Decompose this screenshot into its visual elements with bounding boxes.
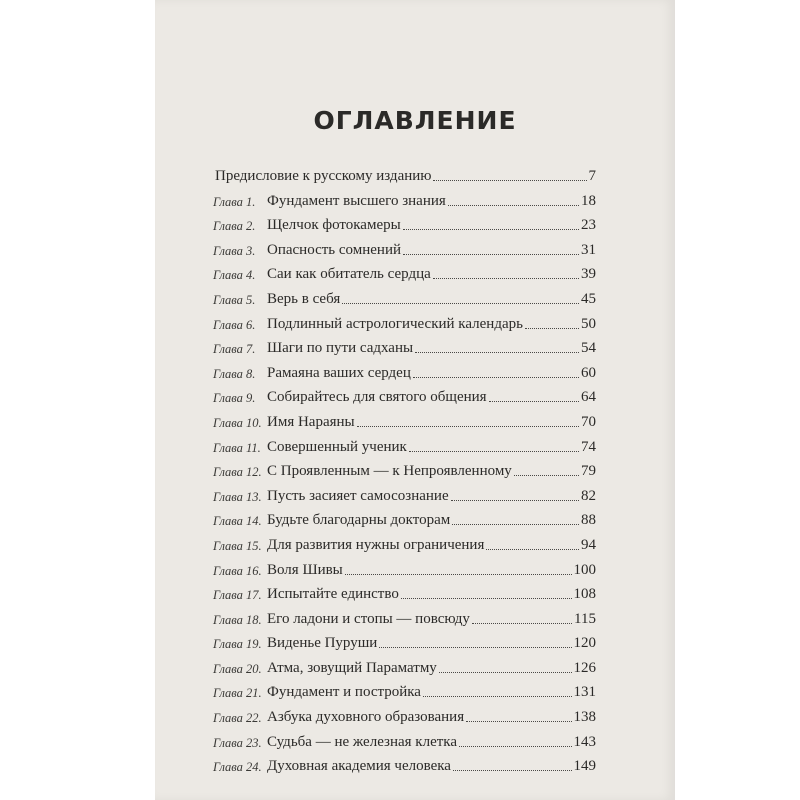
dot-leader [379,647,571,648]
dot-leader [357,426,579,427]
dot-leader [452,524,579,525]
chapter-label: Глава 13. [213,489,262,504]
page-number: 7 [588,168,596,184]
chapter-label: Глава 22. [213,711,262,726]
entry-title: Опасность сомнений [267,241,402,258]
toc-entry[interactable] [213,382,596,407]
page-number: 70 [581,413,596,430]
entry-title: Предисловие к русскому изданию [215,168,432,184]
page-number: 23 [581,217,596,234]
page-number: 64 [581,389,596,406]
entry-title: Фундамент и постройка [267,684,421,701]
entry-title: Виденье Пуруши [267,635,378,652]
toc-entry[interactable] [213,480,596,505]
dot-leader [514,475,579,476]
toc-entry[interactable] [213,234,596,259]
dot-leader [403,254,579,255]
entry-title: Имя Нараяны [267,413,355,430]
dot-leader [409,451,579,452]
page-number: 120 [573,635,596,652]
dot-leader [451,500,579,501]
chapter-label: Глава 20. [213,661,262,676]
toc-entry[interactable] [213,505,596,530]
book-page [155,0,675,800]
entry-title: Фундамент высшего знания [267,192,446,209]
dot-leader [403,229,579,230]
chapter-label: Глава 5. [213,292,256,307]
page-title: ОГЛАВЛЕНИЕ [313,106,517,135]
chapter-label: Глава 12. [213,465,262,480]
chapter-label: Глава 11. [213,440,261,455]
page-number: 115 [574,610,596,627]
dot-leader [472,623,572,624]
page-number: 79 [581,463,596,480]
page-number: 31 [581,241,596,258]
entry-title: Верь в себя [267,290,341,307]
entry-title: Для развития нужны ограничения [267,536,485,553]
page-number: 126 [573,659,596,676]
toc-entry[interactable] [213,431,596,456]
entry-title: Рамаяна ваших сердец [267,364,411,381]
toc-entry[interactable] [213,210,596,235]
page-number: 45 [581,290,596,307]
chapter-label: Глава 8. [213,366,256,381]
dot-leader [342,303,579,304]
toc-entry[interactable] [213,677,596,702]
entry-title: Воля Шивы [267,561,343,578]
entry-title: Атма, зовущий Параматму [267,659,437,676]
dot-leader [401,598,572,599]
page-number: 94 [581,536,596,553]
page-number: 54 [581,340,596,357]
entry-title: Подлинный астрологический календарь [267,315,523,332]
page-number: 88 [581,512,596,529]
dot-leader [413,377,579,378]
toc-entry[interactable] [213,726,596,751]
dot-leader [453,770,572,771]
toc-entry[interactable] [213,751,596,776]
page-number: 82 [581,487,596,504]
toc-entry[interactable] [213,406,596,431]
entry-title: Совершенный ученик [267,438,407,455]
toc-entry[interactable] [213,259,596,284]
dot-leader [525,328,579,329]
chapter-label: Глава 1. [213,194,256,209]
toc-entry[interactable] [213,283,596,308]
chapter-label: Глава 18. [213,612,262,627]
chapter-label: Глава 23. [213,735,262,750]
page-number: 138 [573,709,596,726]
page-number: 39 [581,266,596,283]
chapter-label: Глава 21. [213,686,262,701]
entry-title: Азбука духовного образования [267,709,465,726]
page-number: 143 [573,733,596,750]
toc-entry[interactable] [213,456,596,481]
dot-leader [433,278,579,279]
chapter-label: Глава 6. [213,317,256,332]
chapter-label: Глава 2. [213,219,256,234]
page-number: 131 [573,684,596,701]
chapter-label: Глава 16. [213,563,262,578]
chapter-label: Глава 4. [213,268,256,283]
toc-entry[interactable] [213,308,596,333]
toc-entry[interactable] [213,185,596,210]
toc-entry[interactable] [213,529,596,554]
entry-title: Пусть засияет самосознание [267,487,449,504]
chapter-label: Глава 17. [213,588,262,603]
page-number: 108 [573,586,596,603]
toc-entry[interactable] [213,357,596,382]
toc-entry[interactable] [213,579,596,604]
chapter-label: Глава 14. [213,514,262,529]
entry-title: Будьте благодарны докторам [267,512,451,529]
entry-title: Его ладони и стопы — повсюду [267,610,470,627]
entry-title: Саи как обитатель сердца [267,266,431,283]
entry-title: Судьба — не железная клетка [267,733,457,750]
chapter-label: Глава 10. [213,415,262,430]
chapter-label: Глава 3. [213,243,256,258]
chapter-label: Глава 24. [213,760,262,775]
page-number: 100 [573,561,596,578]
dot-leader [345,574,572,575]
dot-leader [439,672,572,673]
page-number: 74 [581,438,596,455]
page-number: 50 [581,315,596,332]
chapter-list [213,185,596,775]
dot-leader [489,401,579,402]
dot-leader [433,180,586,181]
dot-leader [459,746,572,747]
page-number: 60 [581,364,596,381]
entry-title: Собирайтесь для святого общения [267,389,487,406]
table-of-contents [213,164,596,775]
dot-leader [466,721,571,722]
chapter-label: Глава 9. [213,391,256,406]
page-number: 149 [573,758,596,775]
entry-title: С Проявленным — к Непроявленному [267,463,512,480]
chapter-label: Глава 19. [213,637,262,652]
page-number: 18 [581,192,596,209]
toc-entry-preface[interactable] [213,164,596,185]
toc-entry[interactable] [213,628,596,653]
entry-title: Испытайте единство [267,586,399,603]
toc-entry[interactable] [213,603,596,628]
toc-entry[interactable] [213,652,596,677]
dot-leader [415,352,579,353]
entry-title: Духовная академия человека [267,758,451,775]
chapter-label: Глава 15. [213,538,262,553]
toc-entry[interactable] [213,554,596,579]
toc-entry[interactable] [213,333,596,358]
chapter-label: Глава 7. [213,342,256,357]
toc-entry[interactable] [213,701,596,726]
entry-title: Щелчок фотокамеры [267,217,401,234]
dot-leader [423,696,572,697]
dot-leader [448,205,579,206]
entry-title: Шаги по пути садханы [267,340,414,357]
dot-leader [486,549,579,550]
